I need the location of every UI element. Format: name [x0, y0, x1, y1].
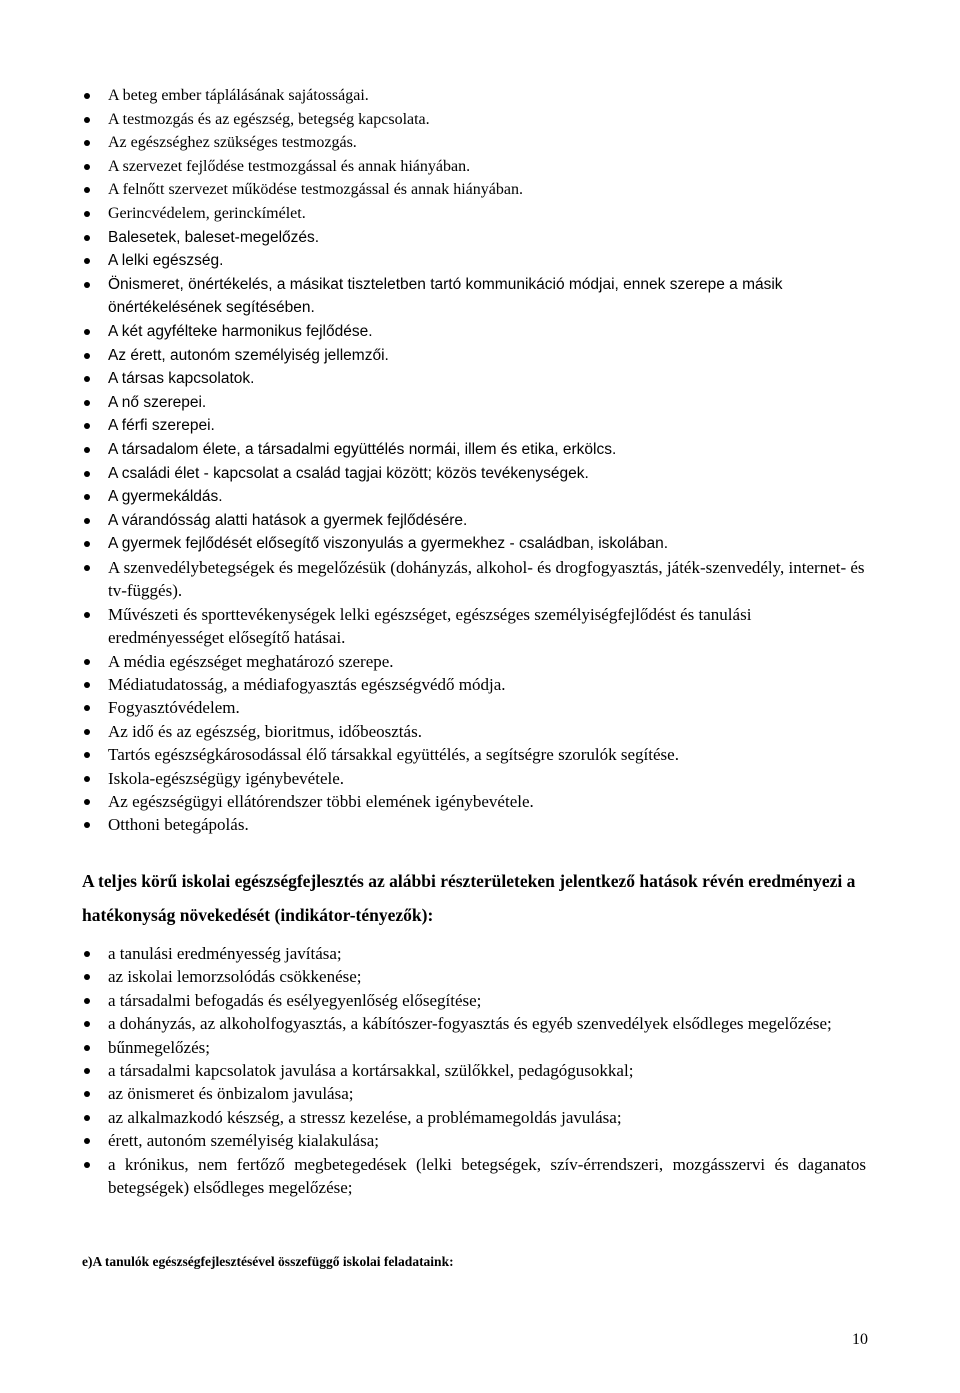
- topic-list: [108, 84, 868, 837]
- list-item: A két agyfélteke harmonikus fejlődése.: [108, 320, 868, 344]
- list-item: a dohányzás, az alkoholfogyasztás, a kábítószer-fogyasztás és egyéb szenvedélyek elsődleges megelőzése;: [108, 1012, 866, 1035]
- list-item: A testmozgás és az egészség, betegség kapcsolata.: [108, 108, 868, 132]
- section-heading: A teljes körű iskolai egészségfejlesztés az alábbi részterületeken jelentkező hatások révén eredményezi a hatékonyság növekedését (indikátor-tényezők):: [82, 871, 856, 925]
- list-item: Az egészségügyi ellátórendszer többi elemének igénybevétele.: [108, 790, 868, 813]
- list-item: Tartós egészségkárosodással élő társakkal együttélés, a segítségre szorulók segítése.: [108, 743, 868, 766]
- list-item: A férfi szerepei.: [108, 414, 868, 438]
- list-item: A nő szerepei.: [108, 391, 868, 415]
- list-item: A felnőtt szervezet működése testmozgással és annak hiányában.: [108, 178, 868, 202]
- list-item: az iskolai lemorzsolódás csökkenése;: [108, 965, 866, 988]
- list-item: Az egészséghez szükséges testmozgás.: [108, 131, 868, 155]
- indicator-list: [108, 942, 866, 1199]
- list-item: A várandósság alatti hatások a gyermek fejlődésére.: [108, 509, 868, 533]
- list-item: Művészeti és sporttevékenységek lelki egészséget, egészséges személyiségfejlődést és tanulási eredményességet elősegítő hatásai.: [108, 603, 868, 650]
- list-item: A lelki egészség.: [108, 249, 868, 273]
- list-item: A gyermek fejlődését elősegítő viszonyulás a gyermekhez - családban, iskolában.: [108, 532, 868, 556]
- list-item: A társas kapcsolatok.: [108, 367, 868, 391]
- list-item: A szenvedélybetegségek és megelőzésük (dohányzás, alkohol- és drogfogyasztás, játék-szenvedély, internet- és tv-függés).: [108, 556, 868, 603]
- list-item: bűnmegelőzés;: [108, 1036, 866, 1059]
- subsection-heading: e)A tanulók egészségfejlesztésével összefüggő iskolai feladataink:: [82, 1254, 454, 1269]
- list-item: a társadalmi befogadás és esélyegyenlőség elősegítése;: [108, 989, 866, 1012]
- list-item: Iskola-egészségügy igénybevétele.: [108, 767, 868, 790]
- list-item: A szervezet fejlődése testmozgással és annak hiányában.: [108, 155, 868, 179]
- list-item: érett, autonóm személyiség kialakulása;: [108, 1129, 866, 1152]
- list-item: Médiatudatosság, a médiafogyasztás egészségvédő módja.: [108, 673, 868, 696]
- list-item: az alkalmazkodó készség, a stressz kezelése, a problémamegoldás javulása;: [108, 1106, 866, 1129]
- list-item: Az idő és az egészség, bioritmus, időbeosztás.: [108, 720, 868, 743]
- list-item: a tanulási eredményesség javítása;: [108, 942, 866, 965]
- list-item: Balesetek, baleset-megelőzés.: [108, 226, 868, 250]
- list-item: a krónikus, nem fertőző megbetegedések (lelki betegségek, szív-érrendszeri, mozgásszervi és daganatos betegségek) elsődleges megelőzése;: [108, 1153, 866, 1200]
- list-item: Fogyasztóvédelem.: [108, 696, 868, 719]
- list-item: Az érett, autonóm személyiség jellemzői.: [108, 344, 868, 368]
- list-item: a társadalmi kapcsolatok javulása a kortársakkal, szülőkkel, pedagógusokkal;: [108, 1059, 866, 1082]
- page-number: 10: [852, 1331, 868, 1348]
- list-item: Gerincvédelem, gerinckímélet.: [108, 202, 868, 226]
- list-item: A gyermekáldás.: [108, 485, 868, 509]
- list-item: A média egészséget meghatározó szerepe.: [108, 650, 868, 673]
- list-item: az önismeret és önbizalom javulása;: [108, 1082, 866, 1105]
- list-item: Otthoni betegápolás.: [108, 813, 868, 836]
- list-item: A társadalom élete, a társadalmi együttélés normái, illem és etika, erkölcs.: [108, 438, 868, 462]
- list-item: Önismeret, önértékelés, a másikat tiszteletben tartó kommunikáció módjai, ennek szerepe a másik önértékelésének segítésében.: [108, 273, 868, 320]
- list-item: A családi élet - kapcsolat a család tagjai között; közös tevékenységek.: [108, 462, 868, 486]
- list-item: A beteg ember táplálásának sajátosságai.: [108, 84, 868, 108]
